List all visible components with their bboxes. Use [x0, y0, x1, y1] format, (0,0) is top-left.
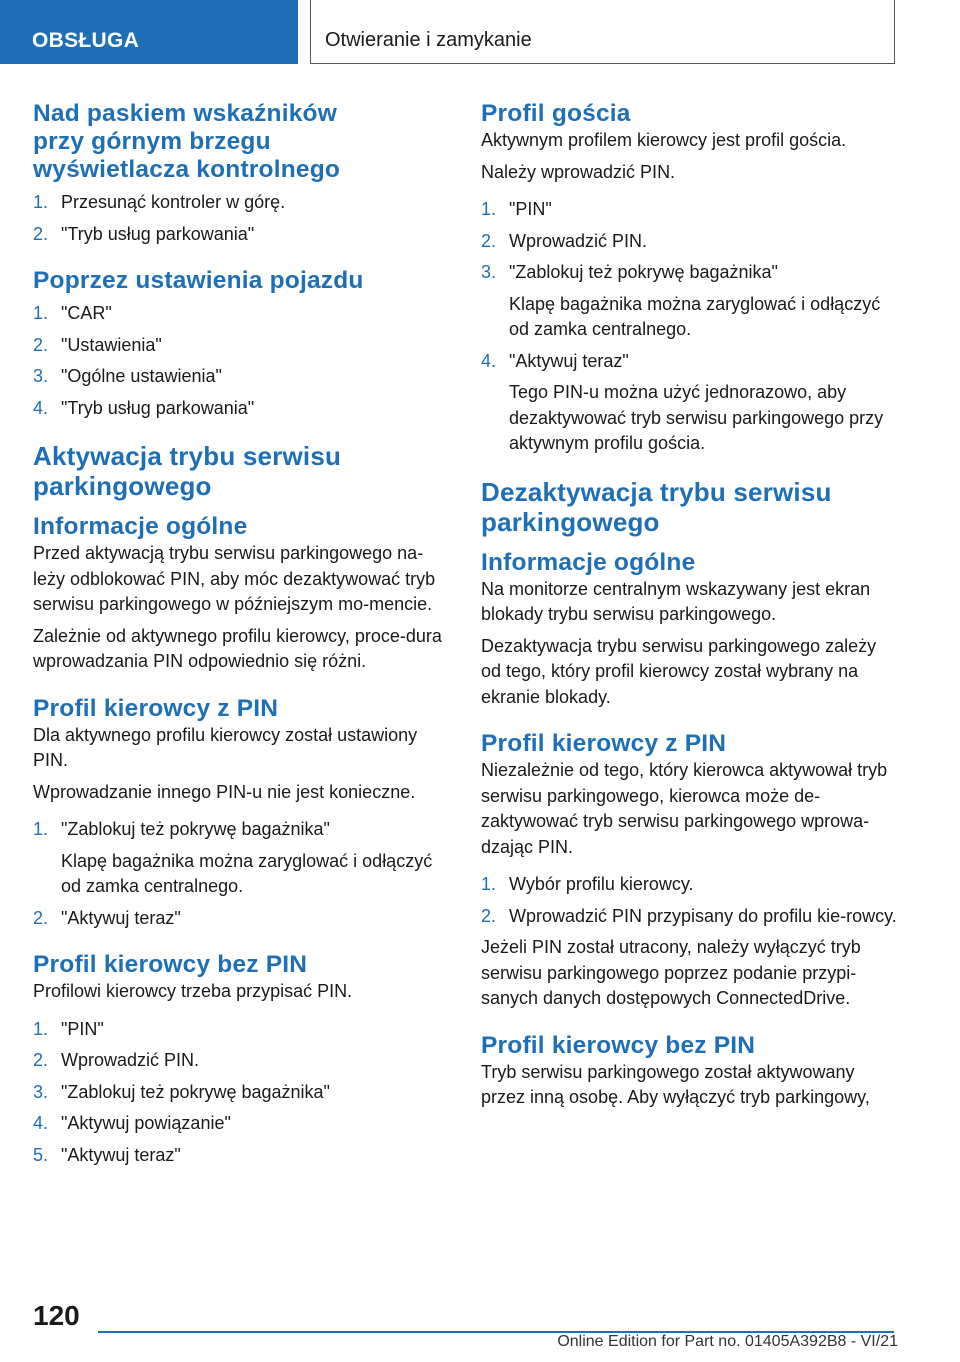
heading-deactivation: Dezaktywacja trybu serwisu parkingowego [481, 476, 832, 537]
heading-general-info: Informacje ogólne [33, 513, 248, 540]
heading-guest-profile: Profil gościa [481, 100, 631, 127]
list-item: 2. "Tryb usług parkowania" [33, 223, 255, 244]
list-item: 4. "Aktywuj powiązanie" [33, 1113, 231, 1133]
heading-profile-with-pin: Profil kierowcy z PIN [481, 730, 727, 757]
paragraph: Zależnie od aktywnego profilu kierowcy, proce-dura wprowadzania PIN odpowiednio się różni. [33, 625, 442, 671]
paragraph: Na monitorze centralnym wskazywany jest ekran blokady trybu serwisu parkingowego. [481, 578, 871, 624]
profile-without-pin-steps [33, 1017, 448, 1169]
list-item: 4. "Aktywuj teraz" Tego PIN-u można użyć jednorazowo, aby dezaktywować tryb serwisu parkingowego przy aktywnym profilu gościa. [481, 350, 884, 453]
list-item: 1. "Zablokuj też pokrywę bagażnika" Klapę bagażnika można zaryglować i odłączyć od zamka centralnego. [33, 819, 433, 896]
paragraph: Dezaktywacja trybu serwisu parkingowego zależy od tego, który profil kierowcy został wybrany na ekranie blokady. [481, 635, 877, 707]
header-section-tab: OBSŁUGA [0, 0, 298, 64]
left-column [33, 100, 448, 1168]
vehicle-settings-steps [33, 301, 448, 421]
heading-vehicle-settings: Poprzez ustawienia pojazdu [33, 267, 364, 294]
list-item: 2. "Ustawienia" [33, 334, 162, 355]
heading-profile-with-pin: Profil kierowcy z PIN [33, 694, 279, 722]
heading-top-bar: Nad paskiem wskaźników przy górnym brzegu wyświetlacza kontrolnego [33, 100, 341, 183]
list-item: 1. "PIN" [481, 199, 552, 219]
list-item: 2. Wprowadzić PIN przypisany do profilu kie-rowcy. [481, 905, 897, 926]
paragraph: Przed aktywacją trybu serwisu parkingowego na-leży odblokować PIN, aby móc dezaktywować tryb serwisu parkingowego w późniejszym mo-mencie. [33, 543, 436, 614]
list-item: 1. "PIN" [33, 1018, 104, 1039]
paragraph: Wprowadzanie innego PIN-u nie jest konieczne. [33, 781, 416, 802]
list-item: 1. Wybór profilu kierowcy. [481, 874, 694, 894]
list-item: 1. Przesunąć kontroler w górę. [33, 192, 286, 212]
page-number: 120 [33, 1300, 80, 1331]
list-item: 2. "Aktywuj teraz" [33, 907, 181, 928]
heading-profile-without-pin: Profil kierowcy bez PIN [481, 1031, 756, 1059]
footer-edition: Online Edition for Part no. 01405A392B8 - VI/21 [557, 1333, 898, 1350]
paragraph: Aktywnym profilem kierowcy jest profil gościa. [481, 130, 847, 150]
right-column [481, 100, 899, 1111]
heading-general-info: Informacje ogólne [481, 548, 696, 576]
heading-profile-without-pin: Profil kierowcy bez PIN [33, 951, 308, 978]
paragraph: Jeżeli PIN został utracony, należy wyłączyć tryb serwisu parkingowego poprzez podanie przypi-sanych danych dostępowych ConnectedDrive. [481, 937, 861, 1008]
heading-activation: Aktywacja trybu serwisu parkingowego [33, 441, 342, 501]
list-item: 3. "Zablokuj też pokrywę bagażnika" [33, 1081, 330, 1102]
top-bar-steps [33, 190, 448, 247]
deactivation-with-pin-steps [481, 872, 899, 929]
list-item: 4. "Tryb usług parkowania" [33, 397, 255, 418]
header-chapter-title: Otwieranie i zamykanie [310, 0, 895, 64]
list-item: 1. "CAR" [33, 303, 112, 323]
profile-with-pin-steps [33, 817, 448, 931]
paragraph: Profilowi kierowcy trzeba przypisać PIN. [33, 981, 353, 1001]
paragraph: Dla aktywnego profilu kierowcy został ustawiony PIN. [33, 724, 418, 770]
paragraph: Należy wprowadzić PIN. [481, 161, 676, 182]
list-item: 2. Wprowadzić PIN. [481, 230, 648, 251]
paragraph: Niezależnie od tego, który kierowca aktywował tryb serwisu parkingowego, kierowca może de-zaktywować tryb serwisu parkingowego wprowa-dzając PIN. [481, 760, 888, 857]
paragraph: Tryb serwisu parkingowego został aktywowany przez inną osobę. Aby wyłączyć tryb parkingowy, [481, 1061, 870, 1107]
list-item: 5. "Aktywuj teraz" [33, 1144, 181, 1165]
list-item: 3. "Zablokuj też pokrywę bagażnika" Klapę bagażnika można zaryglować i odłączyć od zamka centralnego. [481, 262, 881, 339]
list-item: 3. "Ogólne ustawienia" [33, 366, 222, 386]
list-item: 2. Wprowadzić PIN. [33, 1050, 200, 1070]
guest-profile-steps [481, 197, 899, 457]
